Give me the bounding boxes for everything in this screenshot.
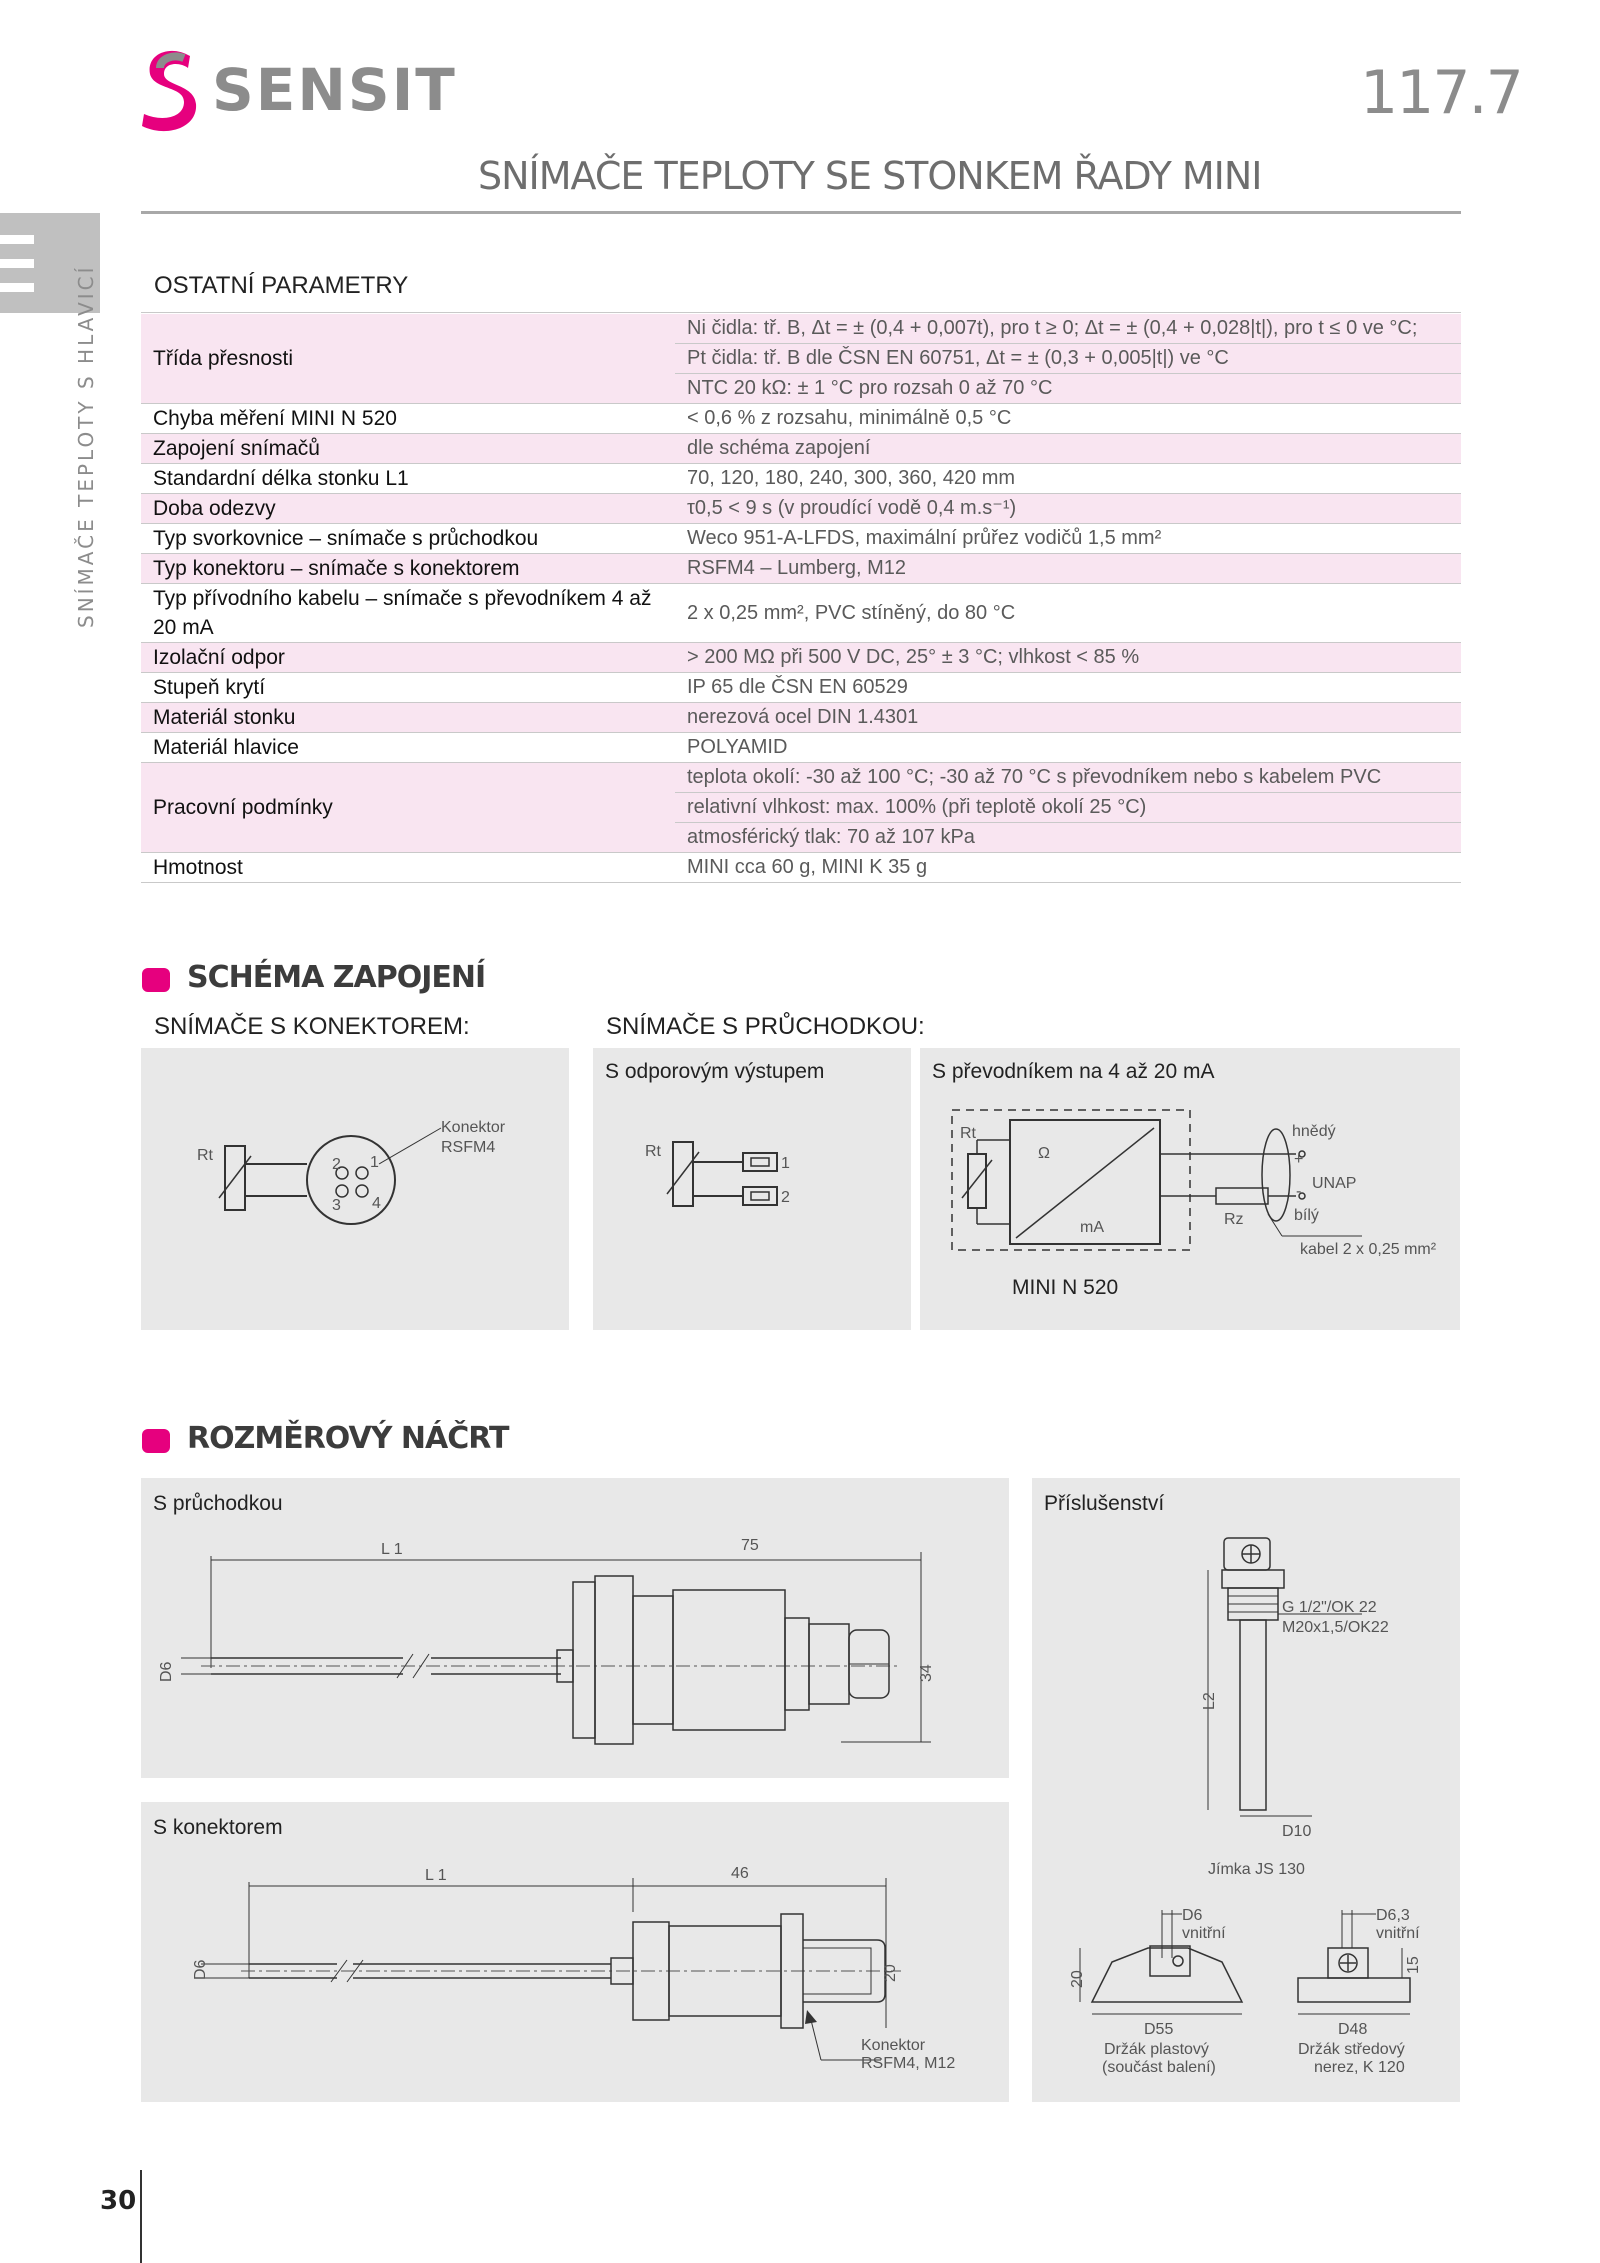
connector-drawing	[141, 1802, 1009, 2102]
param-value: nerezová ocel DIN 1.4301	[675, 703, 1461, 733]
params-row	[141, 464, 1461, 494]
dims-panel-accessories	[1032, 1478, 1460, 2102]
params-row	[141, 643, 1461, 673]
params-row	[141, 554, 1461, 584]
panel-converter-label: S převodníkem na 4 až 20 mA	[932, 1060, 1215, 1083]
svg-text:nerez, K 120: nerez, K 120	[1314, 2059, 1405, 2076]
brand-name: SENSIT	[212, 56, 457, 124]
params-row	[141, 673, 1461, 703]
svg-text:1: 1	[370, 1154, 379, 1171]
svg-text:(součást balení): (součást balení)	[1102, 2059, 1216, 2076]
svg-text:M20x1,5/OK22: M20x1,5/OK22	[1282, 1619, 1389, 1636]
svg-text:34: 34	[918, 1664, 935, 1682]
panel-resistive-label: S odporovým výstupem	[605, 1060, 825, 1083]
brand-logo	[140, 48, 457, 138]
schema-panel-resistive	[593, 1048, 911, 1330]
svg-text:G 1/2"/OK 22: G 1/2"/OK 22	[1282, 1599, 1377, 1616]
section-bullet	[142, 1429, 170, 1453]
param-value: Ni čidla: tř. B, Δt = ± (0,4 + 0,007t), pro t ≥ 0; Δt = ± (0,4 + 0,028|t|), pro t ≤ 0 ve °C;	[675, 314, 1461, 344]
params-heading: OSTATNÍ PARAMETRY	[154, 272, 409, 299]
params-top-rule	[141, 312, 1461, 313]
schema-panel-converter	[920, 1048, 1460, 1330]
sensit-logo-icon	[140, 48, 202, 132]
param-name: Izolační odpor	[141, 643, 675, 673]
param-name: Chyba měření MINI N 520	[141, 404, 675, 434]
terminal-2	[743, 1187, 777, 1205]
svg-text:Jímka JS 130: Jímka JS 130	[1208, 1861, 1305, 1878]
panel-connector-label: S konektorem	[153, 1816, 283, 1839]
params-row	[141, 853, 1461, 883]
param-value: POLYAMID	[675, 733, 1461, 763]
param-name: Doba odezvy	[141, 494, 675, 524]
svg-text:RSFM4, M12: RSFM4, M12	[861, 2055, 956, 2072]
plastic-holder	[1092, 1948, 1242, 2002]
params-row	[141, 733, 1461, 763]
params-table	[141, 314, 1461, 883]
param-value: MINI cca 60 g, MINI K 35 g	[675, 853, 1461, 883]
params-row	[141, 494, 1461, 524]
title-rule	[141, 211, 1461, 214]
dims-heading: ROZMĚROVÝ NÁČRT	[187, 1421, 509, 1456]
svg-text:Konektor: Konektor	[861, 2037, 926, 2054]
params-row	[141, 404, 1461, 434]
param-value: IP 65 dle ČSN EN 60529	[675, 673, 1461, 703]
panel-accessories-label: Příslušenství	[1044, 1492, 1165, 1515]
section-bullet	[142, 968, 170, 992]
param-value: Weco 951-A-LFDS, maximální průřez vodičů 1,5 mm²	[675, 524, 1461, 554]
svg-text:Držák středový: Držák středový	[1298, 2041, 1405, 2058]
param-value: NTC 20 kΩ: ± 1 °C pro rozsah 0 až 70 °C	[675, 374, 1461, 404]
schema-sub-connector: SNÍMAČE S KONEKTOREM:	[154, 1013, 470, 1040]
accessories-drawing	[1032, 1478, 1460, 2102]
param-name: Typ přívodního kabelu – snímače s převodníkem 4 až 20 mA	[141, 584, 675, 643]
param-value: < 0,6 % z rozsahu, minimálně 0,5 °C	[675, 404, 1461, 434]
svg-text:RSFM4: RSFM4	[441, 1139, 496, 1156]
param-name: Pracovní podmínky	[141, 763, 675, 853]
param-value: atmosférický tlak: 70 až 107 kPa	[675, 823, 1461, 853]
svg-text:L 1: L 1	[425, 1867, 447, 1884]
param-value: Pt čidla: tř. B dle ČSN EN 60751, Δt = ± (0,3 + 0,005|t|) ve °C	[675, 344, 1461, 374]
param-value: relativní vlhkost: max. 100% (při teplotě okolí 25 °C)	[675, 793, 1461, 823]
panel-gland-label: S průchodkou	[153, 1492, 283, 1515]
params-row	[141, 314, 1461, 344]
svg-text:D6: D6	[1182, 1907, 1203, 1924]
param-name: Materiál stonku	[141, 703, 675, 733]
svg-text:15: 15	[1405, 1956, 1422, 1974]
svg-text:vnitřní: vnitřní	[1376, 1925, 1420, 1942]
svg-text:-: -	[1296, 1183, 1302, 1200]
svg-text:L 1: L 1	[381, 1541, 403, 1558]
terminal-1	[743, 1153, 777, 1171]
svg-text:3: 3	[332, 1197, 341, 1214]
connector-circle	[307, 1136, 395, 1224]
params-row	[141, 703, 1461, 733]
schema-heading: SCHÉMA ZAPOJENÍ	[187, 960, 486, 995]
cable-ellipse	[1262, 1129, 1290, 1221]
param-value: τ0,5 < 9 s (v proudící vodě 0,4 m.s⁻¹)	[675, 494, 1461, 524]
svg-text:kabel 2 x 0,25 mm²: kabel 2 x 0,25 mm²	[1300, 1241, 1437, 1258]
svg-text:20: 20	[882, 1964, 899, 1982]
param-name: Stupeň krytí	[141, 673, 675, 703]
resistive-schematic	[593, 1048, 911, 1330]
param-value: 70, 120, 180, 240, 300, 360, 420 mm	[675, 464, 1461, 494]
thermowell-stem	[1240, 1620, 1266, 1810]
svg-text:D6: D6	[192, 1959, 209, 1980]
params-row	[141, 434, 1461, 464]
page-number: 30	[100, 2186, 137, 2216]
param-value: RSFM4 – Lumberg, M12	[675, 554, 1461, 584]
converter-model: MINI N 520	[1012, 1276, 1119, 1299]
param-value: 2 x 0,25 mm², PVC stíněný, do 80 °C	[675, 584, 1461, 643]
param-name: Zapojení snímačů	[141, 434, 675, 464]
svg-text:D48: D48	[1338, 2021, 1368, 2038]
svg-text:hnědý: hnědý	[1292, 1123, 1336, 1140]
svg-text:UNAP: UNAP	[1312, 1175, 1357, 1192]
param-name: Typ konektoru – snímače s konektorem	[141, 554, 675, 584]
svg-text:bílý: bílý	[1294, 1207, 1319, 1224]
svg-text:20: 20	[1069, 1970, 1086, 1988]
param-value: teplota okolí: -30 až 100 °C; -30 až 70 °C s převodníkem nebo s kabelem PVC	[675, 763, 1461, 793]
param-name: Typ svorkovnice – snímače s průchodkou	[141, 524, 675, 554]
svg-text:L2: L2	[1201, 1692, 1218, 1710]
svg-text:Rz: Rz	[1224, 1211, 1244, 1228]
converter-schematic	[920, 1048, 1460, 1330]
svg-text:Ω: Ω	[1038, 1145, 1050, 1162]
param-name: Třída přesnosti	[141, 314, 675, 404]
svg-text:D6: D6	[158, 1661, 175, 1682]
params-row	[141, 584, 1461, 643]
schema-sub-gland: SNÍMAČE S PRŮCHODKOU:	[606, 1013, 925, 1040]
param-value: dle schéma zapojení	[675, 434, 1461, 464]
svg-text:2: 2	[332, 1156, 341, 1173]
svg-text:D55: D55	[1144, 2021, 1174, 2038]
rt-label: Rt	[197, 1147, 213, 1164]
svg-text:Držák plastový: Držák plastový	[1104, 2041, 1209, 2058]
connector-label: Konektor	[441, 1119, 506, 1136]
dims-panel-gland	[141, 1478, 1009, 1778]
svg-text:Rt: Rt	[960, 1125, 976, 1142]
page-title: SNÍMAČE TEPLOTY SE STONKEM ŘADY MINI	[478, 154, 1262, 198]
side-label: SNÍMAČE TEPLOTY S HLAVICÍ	[74, 264, 98, 628]
param-name: Hmotnost	[141, 853, 675, 883]
rz-resistor	[1216, 1188, 1268, 1204]
param-value: > 200 MΩ při 500 V DC, 25° ± 3 °C; vlhkost < 85 %	[675, 643, 1461, 673]
svg-text:46: 46	[731, 1865, 749, 1882]
connector-schematic	[141, 1048, 569, 1330]
page-code: 117.7	[1360, 58, 1522, 128]
svg-text:D6,3: D6,3	[1376, 1907, 1410, 1924]
svg-text:4: 4	[372, 1195, 381, 1212]
param-name: Standardní délka stonku L1	[141, 464, 675, 494]
schema-panel-connector	[141, 1048, 569, 1330]
svg-text:75: 75	[741, 1537, 759, 1554]
svg-text:2: 2	[781, 1189, 790, 1206]
param-name: Materiál hlavice	[141, 733, 675, 763]
svg-text:vnitřní: vnitřní	[1182, 1925, 1226, 1942]
svg-text:+: +	[1294, 1151, 1304, 1168]
params-row	[141, 763, 1461, 793]
svg-text:Rt: Rt	[645, 1143, 661, 1160]
svg-text:1: 1	[781, 1155, 790, 1172]
dims-panel-connector	[141, 1802, 1009, 2102]
svg-text:D10: D10	[1282, 1823, 1312, 1840]
params-row	[141, 524, 1461, 554]
gland-drawing	[141, 1478, 1009, 1778]
svg-text:mA: mA	[1080, 1219, 1104, 1236]
footer-rule	[140, 2170, 142, 2263]
